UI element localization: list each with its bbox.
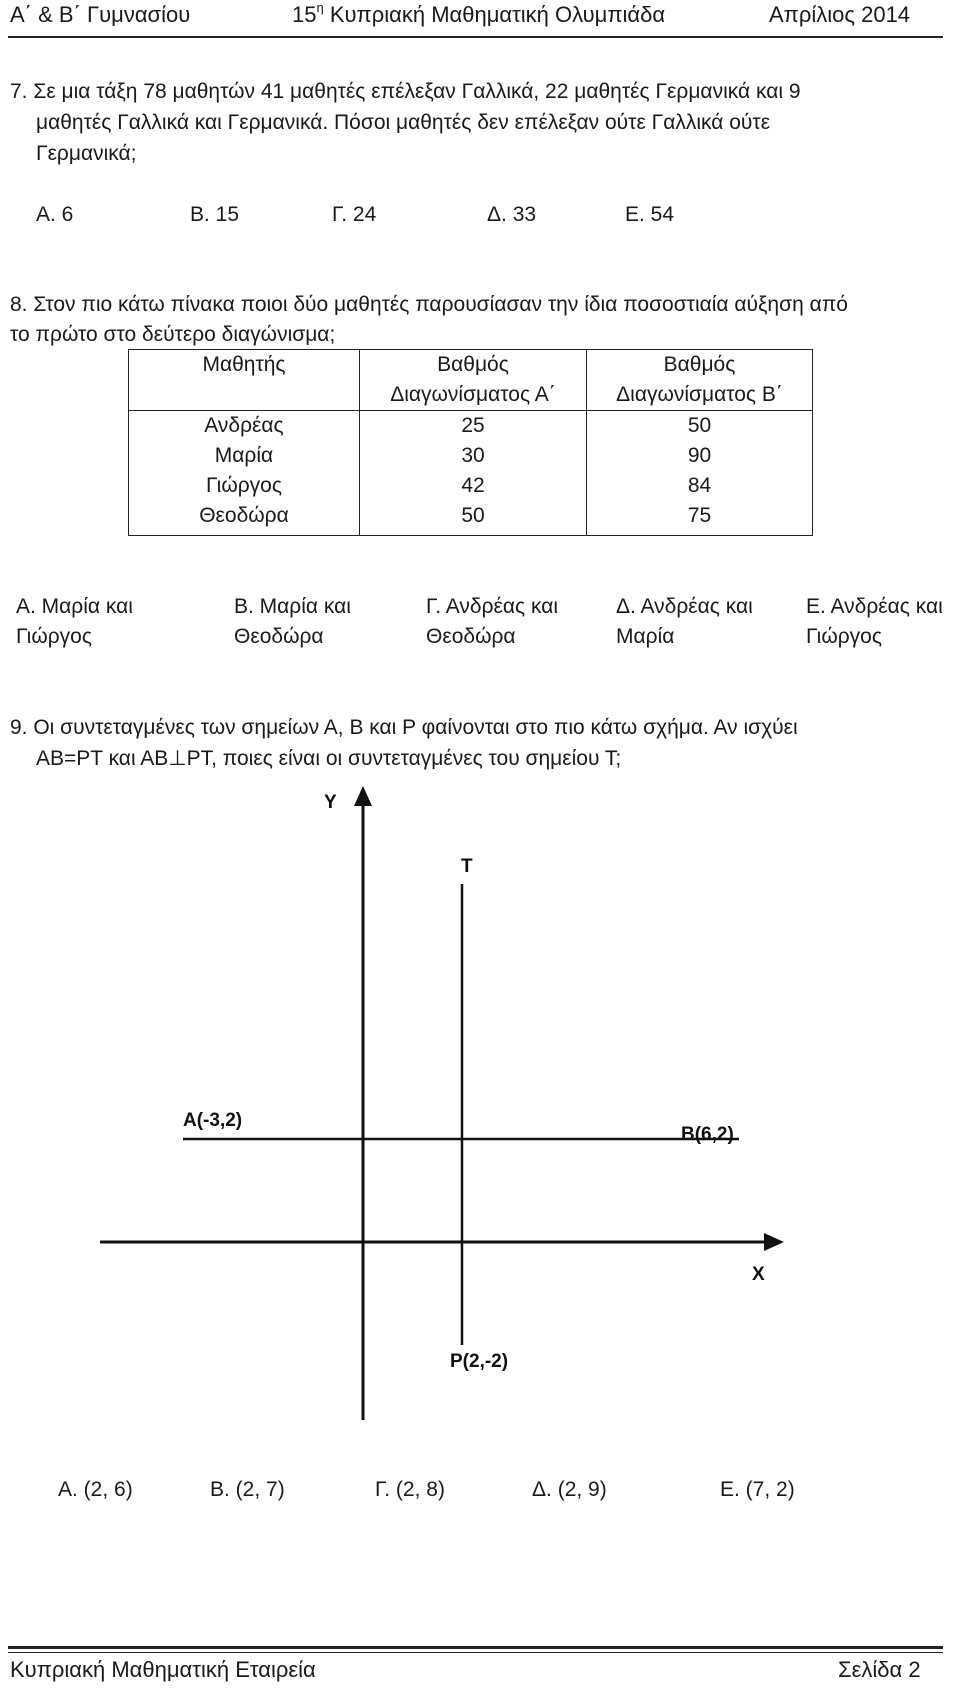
- perpendicular-symbol: ⊥: [168, 747, 187, 770]
- table-header-test-b: Βαθμός Διαγωνίσματος Β΄: [587, 350, 813, 411]
- y-label: Y: [324, 792, 337, 813]
- header-right: Απρίλιος 2014: [769, 2, 911, 27]
- table-cell-score-b: 50: [587, 411, 813, 442]
- q7-option-b: Β. 15: [190, 203, 240, 226]
- q7-option-e: Ε. 54: [625, 203, 675, 226]
- t-label: Τ: [461, 856, 473, 877]
- q9-option-d: Δ. (2, 9): [532, 1478, 607, 1501]
- footer-right: Σελίδα 2: [838, 1657, 921, 1682]
- footer-left: Κυπριακή Μαθηματική Εταιρεία: [10, 1657, 316, 1682]
- header-center-superscript: η: [316, 0, 324, 15]
- q9-line-2: ΑΒ=ΡΤ και ΑΒ⊥ΡΤ, ποιες είναι οι συντεταγμένες του σημείου Τ;: [36, 747, 622, 770]
- header-center: [292, 2, 665, 28]
- header-rule: [8, 36, 943, 38]
- q8-option-d: Δ. Ανδρέας και Μαρία: [616, 595, 753, 648]
- p-label: P(2,-2): [450, 1351, 509, 1372]
- q7-line-3: Γερμανικά;: [36, 142, 137, 165]
- q9-option-a: Α. (2, 6): [58, 1478, 133, 1501]
- grades-table: [128, 349, 813, 536]
- table-cell-name: Γιώργος: [129, 471, 360, 501]
- q7-option-a: Α. 6: [36, 203, 74, 226]
- q7-line-1: 7. Σε μια τάξη 78 μαθητών 41 μαθητές επέλεξαν Γαλλικά, 22 μαθητές Γερμανικά και 9: [10, 80, 801, 103]
- header-center-number: 15: [292, 2, 317, 27]
- table-row: [129, 411, 813, 442]
- table-cell-name: Μαρία: [129, 441, 360, 471]
- q9-option-b: Β. (2, 7): [210, 1478, 285, 1501]
- table-cell-score-a: 25: [360, 411, 587, 442]
- x-label: X: [752, 1264, 765, 1285]
- table-row: [129, 471, 813, 501]
- table-cell-name: Ανδρέας: [129, 411, 360, 442]
- table-cell-name: Θεοδώρα: [129, 501, 360, 536]
- q8-line-1: 8. Στον πιο κάτω πίνακα ποιοι δύο μαθητές παρουσίασαν την ίδια ποσοστιαία αύξηση από: [10, 293, 848, 316]
- header-center-title: Κυπριακή Μαθηματική Ολυμπιάδα: [329, 2, 666, 27]
- q7-option-d: Δ. 33: [487, 203, 537, 226]
- q8-option-c: Γ. Ανδρέας και Θεοδώρα: [426, 595, 559, 648]
- table-cell-score-b: 75: [587, 501, 813, 536]
- coordinate-figure: [0, 780, 960, 1420]
- q7-option-c: Γ. 24: [332, 203, 377, 226]
- table-cell-score-a: 50: [360, 501, 587, 536]
- b-label: B(6,2): [681, 1124, 734, 1145]
- q9-option-c: Γ. (2, 8): [375, 1478, 445, 1501]
- q8-option-b: Β. Μαρία και Θεοδώρα: [234, 595, 351, 648]
- y-axis-arrow: [354, 786, 372, 806]
- q7-line-2: μαθητές Γαλλικά και Γερμανικά. Πόσοι μαθητές δεν επέλεξαν ούτε Γαλλικά ούτε: [36, 111, 771, 134]
- table-cell-score-b: 90: [587, 441, 813, 471]
- footer-rule-thin: [8, 1652, 943, 1653]
- a-label: A(-3,2): [183, 1110, 243, 1131]
- table-cell-score-a: 42: [360, 471, 587, 501]
- q9-line-1: 9. Οι συντεταγμένες των σημείων Α, Β και Ρ φαίνονται στο πιο κάτω σχήμα. Αν ισχύει: [10, 716, 798, 739]
- q8-line-2: το πρώτο στο δεύτερο διαγώνισμα;: [10, 323, 336, 346]
- footer-rule-thick: [8, 1646, 943, 1649]
- table-row: [129, 501, 813, 536]
- table-row: [129, 441, 813, 471]
- table-cell-score-a: 30: [360, 441, 587, 471]
- q8-option-a: Α. Μαρία και Γιώργος: [16, 595, 133, 648]
- table-header-student: Μαθητής: [129, 350, 360, 411]
- header-left: Α΄ & Β΄ Γυμνασίου: [10, 2, 191, 27]
- q9-option-e: Ε. (7, 2): [720, 1478, 795, 1501]
- q8-option-e: Ε. Ανδρέας και Γιώργος: [806, 595, 943, 648]
- table-header-row: [129, 350, 813, 411]
- table-cell-score-b: 84: [587, 471, 813, 501]
- table-header-test-a: Βαθμός Διαγωνίσματος Α΄: [360, 350, 587, 411]
- x-axis-arrow: [764, 1233, 784, 1251]
